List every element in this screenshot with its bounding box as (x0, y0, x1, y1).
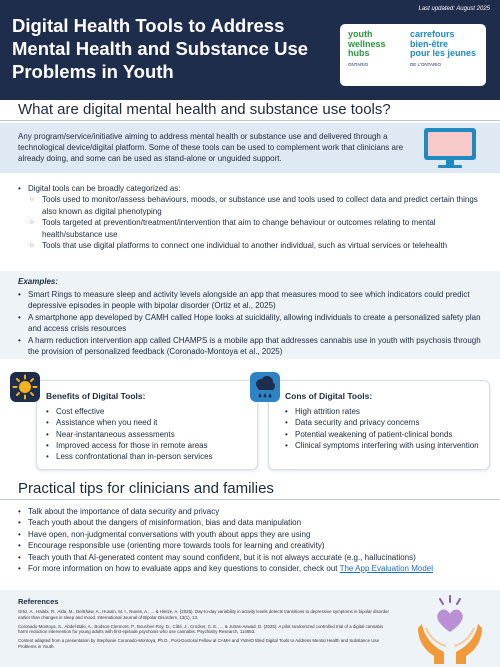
benefits-title: Benefits of Digital Tools: (46, 391, 146, 401)
logo-english: youth wellness hubs ONTARIO (348, 29, 386, 67)
list-item: • For more information on how to evaluate apps and key questions to consider, check out The App Evaluation Model (18, 563, 488, 574)
list-item: • Teach youth that AI-generated content may sound confident, but it is not always accurate (e.g., hallucinations) (18, 552, 488, 563)
sun-icon (10, 372, 40, 407)
last-updated: Last updated: August 2025 (418, 6, 490, 12)
references-list (18, 609, 390, 653)
page-title: Digital Health Tools to Address Mental Health and Substance Use Problems in Youth (12, 15, 309, 82)
reference-item: Content adapted from a presentation by Stephanie Coronado-Montoya, Ph.D., Post-Doctoral Fellow at CAMH and YWHO titled Digital Tools to Address Mental Health and Substance Use Problems in Youth. (18, 638, 380, 649)
list-item: • Have open, non-judgmental conversations with youth about apps they are using (18, 529, 488, 540)
list-item: • Less confrontational than in-person services (46, 451, 213, 462)
definition-text: Any program/service/initiative aiming to address mental health or substance use and delivered through a technological device/digital platform. Some of these tools can be used to complement work that clinicians are already doing, and some can be used as stand-alone or unguided support. (18, 132, 404, 164)
divider (0, 120, 500, 121)
cons-panel (268, 380, 490, 470)
section-heading-what: What are digital mental health and substance use tools? (18, 101, 391, 118)
list-item: • Smart Rings to measure sleep and activity levels alongside an app that measures mood to see which indicators could predict depressive episodes in people with bipolar disorder (Ortiz et al., 2025) (18, 289, 484, 312)
list-item: • A smartphone app developed by CAMH called Hope looks at suicidality, allowing individuals to create a personalized safety plan and access crisis resources (18, 312, 484, 335)
list-item: • Improved access for those in remote areas (46, 440, 213, 451)
logo-french: carrefours bien-être pour les jeunes DE L'ONTARIO (410, 29, 477, 67)
list-item: ○ Tools targeted at prevention/treatment/intervention that aim to change behaviour or outcomes relating to mental health/substance use (18, 217, 488, 240)
list-item: • Encourage responsible use (orienting more towards tools for learning and creativity) (18, 540, 488, 551)
examples-heading: Examples: (18, 277, 59, 286)
list-item: ○ Tools used to monitor/assess behaviours, moods, or substance use and tools used to collect data and predict certain things also known as digital phenotyping (18, 194, 488, 217)
references-heading: References (18, 597, 59, 606)
divider (0, 499, 500, 500)
list-item: • Clinical symptoms interfering with using intervention (285, 440, 485, 451)
partner-logo (340, 24, 486, 86)
computer-monitor-icon (422, 126, 478, 175)
app-evaluation-model-link[interactable]: The App Evaluation Model (339, 564, 433, 574)
list-item: • Potential weakening of patient-clinical bonds (285, 429, 485, 440)
list-item: ○ Tools that use digital platforms to connect one individual to another individual, such as virtual services or telehealth (18, 240, 488, 251)
examples-list (18, 289, 484, 357)
hands-holding-heart-icon (414, 594, 486, 667)
list-item: • A harm reduction intervention app called CHAMPS is a mobile app that addresses cannabis use in youth with psychosis through the provision of personalized feedback (Coronado-Montoya et al., 2025) (18, 335, 484, 358)
list-item: • Teach youth about the dangers of misinformation, bias and data manipulation (18, 517, 488, 528)
rain-cloud-icon (250, 372, 280, 407)
list-item: • Assistance when you need it (46, 417, 213, 428)
list-item: • Digital tools can be broadly categorized as: (18, 183, 488, 194)
reference-item: Coronado-Montoya, S., Abdel-Baki, A., Bodson-Clermont, P., Bouchier-Roy, D., Côté, J., Crocker, C. E., ... & Jutras-Aswad, D. (2025). A pilot randomized controlled trial of a digital cannabis harm reduction intervention for young adults with first-episode psychosis who use cannabis. Psychiatry Research, 114653. (18, 623, 384, 635)
list-item: • Cost effective (46, 406, 213, 417)
section-heading-tips: Practical tips for clinicians and families (18, 480, 274, 497)
benefits-panel (36, 380, 258, 470)
list-item: • Data security and privacy concerns (285, 417, 485, 428)
category-list (18, 183, 488, 251)
reference-item: Ortiz, A., Halabi, R., Alda, M., DelShaw, A., Husain, M. I., Nunes, A., ... & Hintze, A. (2025). Day-to-day variability in activity levels detects transitions to depressive symptoms in bipolar disorder earlier than changes in sleep and mood. International Journal of Bipolar Disorders, 13(1), 13. (18, 609, 389, 620)
list-item: • Near-instantaneous assessments (46, 429, 213, 440)
tips-list (18, 506, 488, 574)
cons-title: Cons of Digital Tools: (285, 391, 373, 401)
list-item: • High attrition rates (285, 406, 485, 417)
header-banner (0, 0, 500, 100)
list-item: • Talk about the importance of data security and privacy (18, 506, 488, 517)
